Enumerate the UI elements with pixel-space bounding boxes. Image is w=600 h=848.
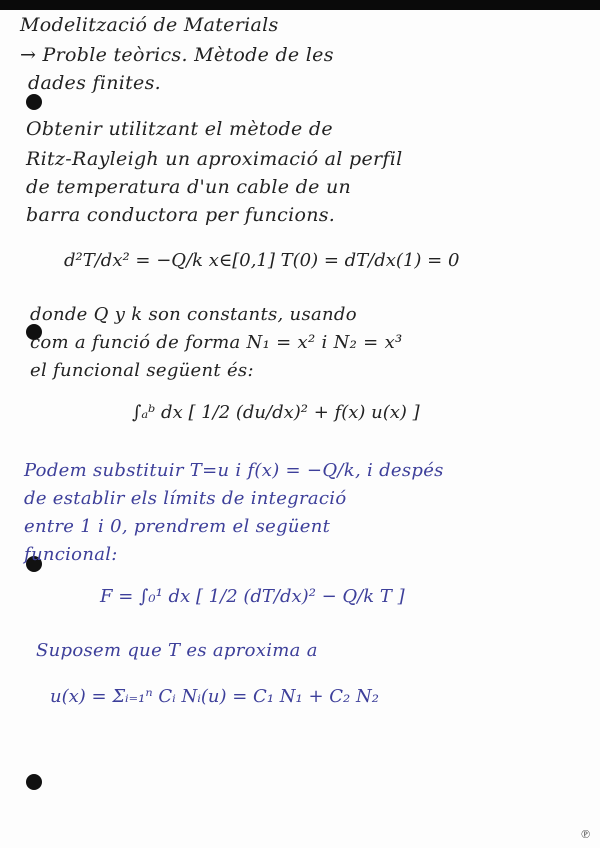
handwritten-line: Modelització de Materials xyxy=(20,14,279,36)
handwritten-line: de establir els límits de integració xyxy=(24,488,347,509)
handwritten-line: Ritz-Rayleigh un aproximació al perfil xyxy=(26,148,403,170)
equation-functional-temperature: F = ∫₀¹ dx [ 1/2 (dT/dx)² − Q/k T ] xyxy=(100,586,405,607)
handwritten-line: de temperatura d'un cable de un xyxy=(26,176,352,198)
equation-functional: ∫ₐᵇ dx [ 1/2 (du/dx)² + f(x) u(x) ] xyxy=(132,402,420,423)
handwritten-line: funcional: xyxy=(24,544,118,565)
punch-hole xyxy=(26,774,42,790)
signature-mark: ℗ xyxy=(580,827,590,841)
notebook-page xyxy=(0,10,600,848)
handwritten-line: Suposem que T es aproxima a xyxy=(36,640,318,661)
scanner-top-edge xyxy=(0,0,600,10)
handwritten-line: Obtenir utilitzant el mètode de xyxy=(26,118,333,140)
handwritten-line: el funcional següent és: xyxy=(30,360,254,381)
handwritten-line: Podem substituir T=u i f(x) = −Q/k, i despés xyxy=(24,460,444,481)
punch-hole xyxy=(26,94,42,110)
handwritten-line: barra conductora per funcions. xyxy=(26,204,336,226)
handwritten-line: com a funció de forma N₁ = x² i N₂ = x³ xyxy=(30,332,403,353)
handwritten-line: → Proble teòrics. Mètode de les xyxy=(20,44,334,66)
handwritten-line: entre 1 i 0, prendrem el següent xyxy=(24,516,331,537)
equation-boundary-problem: d²T/dx² = −Q/k x∈[0,1] T(0) = dT/dx(1) = 0 xyxy=(64,250,460,271)
handwritten-line: donde Q y k son constants, usando xyxy=(30,304,357,325)
handwritten-line: dades finites. xyxy=(28,72,161,94)
equation-approximation: u(x) = Σᵢ₌₁ⁿ Cᵢ Nᵢ(u) = C₁ N₁ + C₂ N₂ xyxy=(50,686,379,707)
